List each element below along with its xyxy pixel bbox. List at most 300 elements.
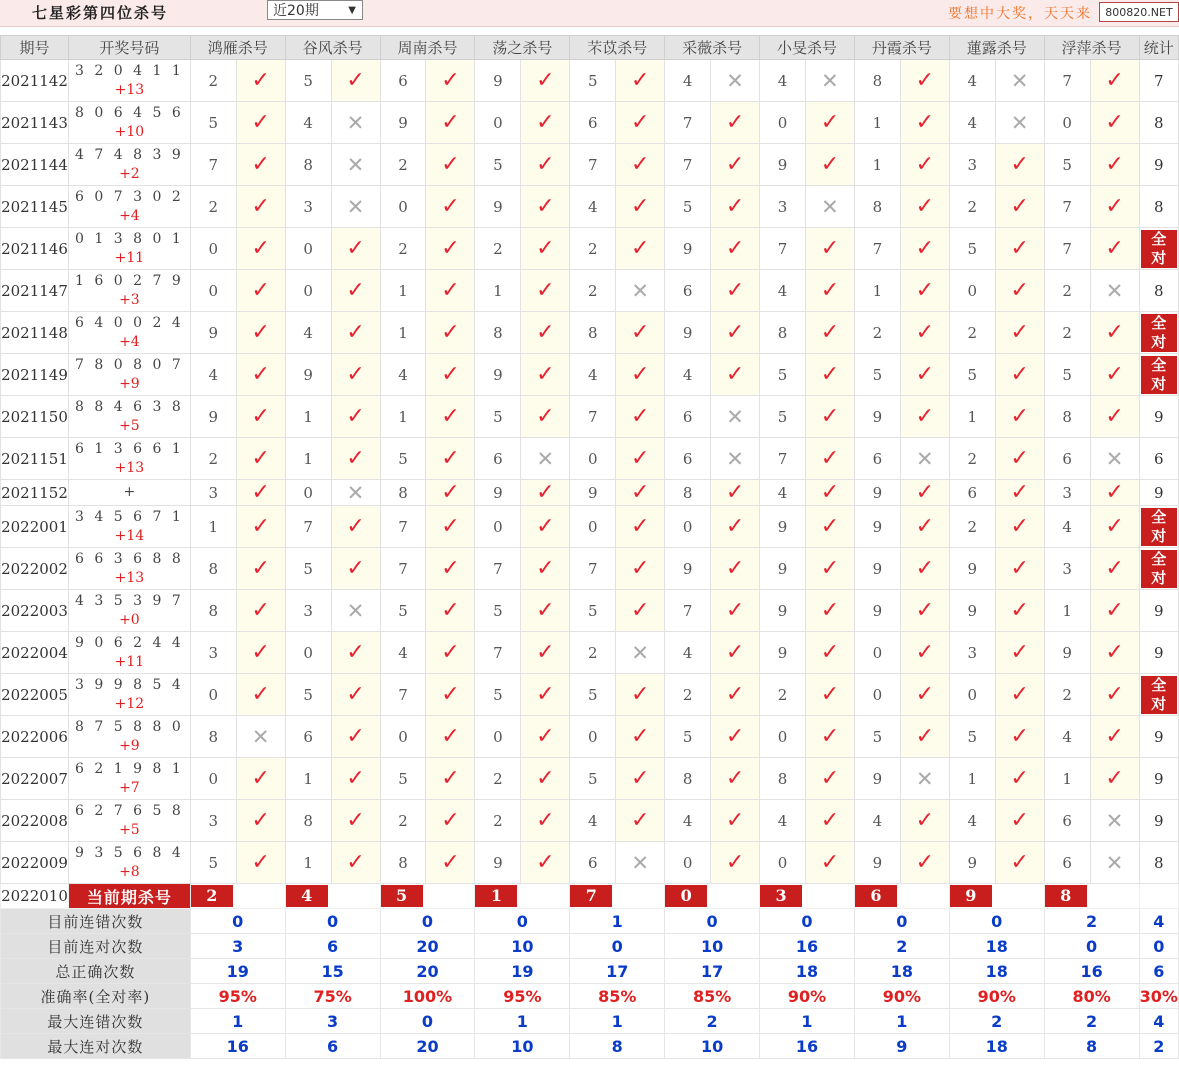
table-row [1,102,1179,144]
check-icon: ✓ [805,548,854,590]
check-icon: ✓ [616,60,665,102]
summary-value: 0 [190,909,285,934]
check-icon: ✓ [616,758,665,800]
check-icon: ✓ [521,228,570,270]
draw-sum: +12 [114,695,145,712]
top-bar [0,0,1179,27]
check-icon: ✓ [711,548,760,590]
check-icon: ✓ [236,800,285,842]
check-icon: ✓ [616,228,665,270]
stat-cell: 9 [1139,590,1178,632]
column-header: 期号 [1,36,69,60]
kill-number: 4 [949,800,995,842]
kill-number: 9 [475,480,521,506]
stat-cell: 9 [1139,758,1178,800]
check-icon: ✓ [900,228,949,270]
draw-numbers: 6 0 7 3 0 2 [75,188,184,205]
kill-number: 9 [190,396,236,438]
check-icon: ✓ [521,590,570,632]
table-row [1,396,1179,438]
kill-number: 5 [380,438,426,480]
kill-number: 9 [475,842,521,884]
kill-number: 2 [570,228,616,270]
summary-value: 80% [1044,984,1139,1009]
check-icon: ✓ [900,590,949,632]
kill-number: 4 [285,102,331,144]
check-icon: ✓ [900,144,949,186]
check-icon: ✓ [805,506,854,548]
kill-number: 1 [854,270,900,312]
kill-number: 1 [1044,758,1090,800]
check-icon: ✓ [521,674,570,716]
kill-number: 5 [190,842,236,884]
kill-number: 7 [760,228,806,270]
summary-value: 15 [285,959,380,984]
check-icon: ✓ [426,102,475,144]
summary-value: 1 [190,1009,285,1034]
summary-value: 95% [190,984,285,1009]
summary-value: 2 [1139,1034,1178,1059]
cross-icon: ✕ [900,438,949,480]
check-icon: ✓ [805,480,854,506]
kill-number: 7 [190,144,236,186]
kill-number: 7 [1044,228,1090,270]
kill-number: 7 [570,144,616,186]
slogan-text: 要想中大奖，天天来 [948,6,1092,22]
draw-sum: +8 [119,863,140,880]
kill-number: 7 [380,506,426,548]
kill-number: 8 [854,186,900,228]
stat-cell: 9 [1139,480,1178,506]
check-icon: ✓ [711,800,760,842]
summary-value: 8 [1044,1034,1139,1059]
summary-value: 10 [665,934,760,959]
check-icon: ✓ [1090,758,1139,800]
summary-value: 1 [570,909,665,934]
check-icon: ✓ [805,354,854,396]
summary-value: 16 [1044,959,1139,984]
kill-number: 0 [949,270,995,312]
check-icon: ✓ [900,354,949,396]
column-header: 统计 [1139,36,1178,60]
check-icon: ✓ [426,270,475,312]
table-row [1,60,1179,102]
kill-number: 7 [570,396,616,438]
column-header: 芣苡杀号 [570,36,665,60]
check-icon: ✓ [331,716,380,758]
kill-number: 5 [854,716,900,758]
kill-number: 9 [1044,632,1090,674]
cross-icon: ✕ [1090,270,1139,312]
kill-number: 1 [380,312,426,354]
draw-cell [68,480,190,506]
kill-number: 2 [1044,312,1090,354]
kill-number: 4 [760,480,806,506]
check-icon: ✓ [521,396,570,438]
draw-cell [68,144,190,186]
kill-number: 9 [380,102,426,144]
current-kill-cell [760,884,855,909]
kill-number: 9 [854,548,900,590]
kill-number: 9 [854,842,900,884]
draw-numbers: 6 2 1 9 8 1 [75,760,184,777]
check-icon: ✓ [426,354,475,396]
check-icon: ✓ [1090,186,1139,228]
summary-value: 3 [285,1009,380,1034]
current-kill-cell [949,884,1044,909]
kill-number: 4 [760,60,806,102]
summary-value: 95% [475,984,570,1009]
brand-link[interactable]: 800820.NET [1099,2,1179,22]
kill-number: 5 [949,354,995,396]
kill-number: 4 [854,800,900,842]
check-icon: ✓ [236,186,285,228]
summary-value: 6 [285,934,380,959]
stat-cell: 9 [1139,800,1178,842]
kill-number: 5 [380,590,426,632]
kill-number: 1 [854,102,900,144]
check-icon: ✓ [805,800,854,842]
check-icon: ✓ [805,228,854,270]
check-icon: ✓ [805,590,854,632]
kill-number: 5 [570,590,616,632]
check-icon: ✓ [616,396,665,438]
summary-value: 20 [380,934,475,959]
draw-numbers: 8 7 5 8 8 0 [75,718,184,735]
kill-number: 7 [380,674,426,716]
draw-sum: +7 [119,779,140,796]
summary-value: 18 [949,1034,1044,1059]
kill-number: 2 [665,674,711,716]
check-icon: ✓ [521,716,570,758]
summary-value: 17 [570,959,665,984]
summary-row [1,934,1179,959]
kill-number: 0 [1044,102,1090,144]
kill-number: 5 [1044,354,1090,396]
kill-number: 2 [949,186,995,228]
check-icon: ✓ [426,842,475,884]
stat-cell: 6 [1139,438,1178,480]
cross-icon: ✕ [805,60,854,102]
check-icon: ✓ [236,270,285,312]
kill-number: 3 [190,800,236,842]
kill-number: 7 [665,102,711,144]
cross-icon: ✕ [1090,800,1139,842]
issue-cell: 2022004 [1,632,69,674]
current-kill-number: 1 [475,885,517,907]
kill-number: 9 [854,506,900,548]
check-icon: ✓ [331,674,380,716]
check-icon: ✓ [236,396,285,438]
check-icon: ✓ [711,506,760,548]
table-row [1,590,1179,632]
kill-number: 0 [190,674,236,716]
kill-number: 9 [665,548,711,590]
current-kill-cell [380,884,475,909]
stat-cell: 8 [1139,186,1178,228]
check-icon: ✓ [1090,60,1139,102]
check-icon: ✓ [995,186,1044,228]
check-icon: ✓ [236,102,285,144]
current-issue-number: 2022010 [1,884,69,909]
check-icon: ✓ [616,548,665,590]
stat-cell: 9 [1139,716,1178,758]
check-icon: ✓ [331,758,380,800]
issue-cell: 2021148 [1,312,69,354]
current-kill-cell [190,884,285,909]
table-row [1,354,1179,396]
check-icon: ✓ [900,674,949,716]
current-stat-empty [1139,884,1178,909]
kill-number: 0 [665,842,711,884]
issue-cell: 2022006 [1,716,69,758]
summary-row [1,909,1179,934]
table-row [1,270,1179,312]
draw-cell [68,270,190,312]
current-kill-number: 7 [570,885,612,907]
check-icon: ✓ [995,842,1044,884]
check-icon: ✓ [331,632,380,674]
kill-number: 9 [570,480,616,506]
check-icon: ✓ [521,354,570,396]
cross-icon: ✕ [521,438,570,480]
kill-number: 2 [380,800,426,842]
draw-cell [68,60,190,102]
check-icon: ✓ [995,716,1044,758]
kill-number: 9 [760,506,806,548]
column-header: 开奖号码 [68,36,190,60]
check-icon: ✓ [900,480,949,506]
check-icon: ✓ [331,506,380,548]
check-icon: ✓ [995,590,1044,632]
check-icon: ✓ [236,632,285,674]
kill-number: 3 [949,144,995,186]
kill-number: 0 [190,270,236,312]
check-icon: ✓ [1090,396,1139,438]
check-icon: ✓ [711,228,760,270]
column-header: 采薇杀号 [665,36,760,60]
current-kill-cell [285,884,380,909]
kill-number: 1 [285,396,331,438]
check-icon: ✓ [711,590,760,632]
check-icon: ✓ [805,396,854,438]
check-icon: ✓ [805,438,854,480]
summary-value: 90% [949,984,1044,1009]
check-icon: ✓ [805,144,854,186]
full-correct-badge: 全 对 [1141,356,1177,394]
summary-value: 20 [380,1034,475,1059]
full-correct-badge: 全 对 [1141,508,1177,546]
period-select-value: 近20期 [273,3,319,19]
check-icon: ✓ [521,480,570,506]
draw-numbers: 8 0 6 4 5 6 [75,104,184,121]
check-icon: ✓ [426,590,475,632]
check-icon: ✓ [616,312,665,354]
check-icon: ✓ [900,396,949,438]
draw-numbers: 9 0 6 2 4 4 [75,634,184,651]
check-icon: ✓ [616,102,665,144]
kill-number: 5 [949,228,995,270]
draw-sum: +4 [119,333,140,350]
table-row [1,716,1179,758]
kill-number: 6 [1044,438,1090,480]
issue-cell: 2022005 [1,674,69,716]
check-icon: ✓ [236,506,285,548]
check-icon: ✓ [426,632,475,674]
cross-icon: ✕ [616,270,665,312]
kill-number: 9 [665,312,711,354]
summary-value: 100% [380,984,475,1009]
table-row [1,438,1179,480]
kill-number: 7 [475,548,521,590]
stat-cell [1139,548,1178,590]
check-icon: ✓ [236,312,285,354]
check-icon: ✓ [426,800,475,842]
kill-number: 0 [760,716,806,758]
summary-label: 最大连错次数 [1,1009,191,1034]
check-icon: ✓ [426,228,475,270]
summary-label: 目前连对次数 [1,934,191,959]
kill-number: 8 [380,842,426,884]
summary-row [1,959,1179,984]
check-icon: ✓ [711,102,760,144]
kill-number: 7 [380,548,426,590]
kill-number: 8 [285,800,331,842]
kill-number: 4 [380,354,426,396]
current-kill-number: 3 [760,885,802,907]
check-icon: ✓ [426,716,475,758]
check-icon: ✓ [995,354,1044,396]
check-icon: ✓ [711,480,760,506]
check-icon: ✓ [805,632,854,674]
check-icon: ✓ [805,102,854,144]
kill-number: 5 [475,674,521,716]
current-kill-cell [854,884,949,909]
draw-cell [68,758,190,800]
cross-icon: ✕ [711,396,760,438]
check-icon: ✓ [236,438,285,480]
kill-number: 4 [570,800,616,842]
check-icon: ✓ [995,548,1044,590]
check-icon: ✓ [331,842,380,884]
check-icon: ✓ [616,506,665,548]
kill-number: 2 [760,674,806,716]
draw-cell [68,716,190,758]
kill-number: 6 [1044,800,1090,842]
summary-value: 2 [665,1009,760,1034]
table-row [1,312,1179,354]
kill-number: 8 [665,480,711,506]
table-row [1,228,1179,270]
kill-number: 8 [1044,396,1090,438]
kill-number: 5 [665,186,711,228]
kill-number: 8 [570,312,616,354]
kill-number: 5 [570,758,616,800]
check-icon: ✓ [236,842,285,884]
issue-cell: 2021149 [1,354,69,396]
draw-sum: +10 [114,123,145,140]
check-icon: ✓ [900,632,949,674]
kill-number: 1 [380,270,426,312]
issue-cell: 2022007 [1,758,69,800]
issue-cell: 2022001 [1,506,69,548]
kill-number: 6 [1044,842,1090,884]
draw-cell [68,228,190,270]
kill-number: 4 [665,632,711,674]
current-kill-number: 0 [665,885,707,907]
current-kill-number: 2 [191,885,233,907]
cross-icon: ✕ [711,438,760,480]
current-kill-cell [665,884,760,909]
summary-value: 2 [949,1009,1044,1034]
kill-number: 3 [949,632,995,674]
summary-value: 10 [475,934,570,959]
issue-cell: 2022008 [1,800,69,842]
draw-sum: +13 [114,81,145,98]
check-icon: ✓ [521,186,570,228]
check-icon: ✓ [1090,102,1139,144]
kill-number: 3 [190,632,236,674]
kill-number: 5 [570,674,616,716]
kill-number: 9 [665,228,711,270]
summary-value: 0 [665,909,760,934]
summary-value: 9 [854,1034,949,1059]
kill-number: 1 [380,396,426,438]
summary-value: 2 [1044,1009,1139,1034]
cross-icon: ✕ [616,632,665,674]
kill-number: 3 [1044,548,1090,590]
summary-value: 18 [760,959,855,984]
draw-numbers: 6 4 0 0 2 4 [75,314,184,331]
kill-number: 5 [949,716,995,758]
issue-cell: 2021144 [1,144,69,186]
kill-number: 0 [854,674,900,716]
kill-number: 5 [475,396,521,438]
kill-number: 0 [380,716,426,758]
cross-icon: ✕ [331,186,380,228]
draw-sum: +5 [119,417,140,434]
full-correct-badge: 全 对 [1141,230,1177,268]
kill-number: 5 [665,716,711,758]
kill-number: 2 [190,438,236,480]
summary-value: 90% [760,984,855,1009]
summary-value: 10 [475,1034,570,1059]
check-icon: ✓ [521,102,570,144]
check-icon: ✓ [995,674,1044,716]
check-icon: ✓ [236,548,285,590]
kill-number: 6 [854,438,900,480]
summary-value: 0 [380,909,475,934]
cross-icon: ✕ [1090,842,1139,884]
summary-row [1,1009,1179,1034]
check-icon: ✓ [1090,228,1139,270]
kill-number: 2 [475,800,521,842]
cross-icon: ✕ [805,186,854,228]
stat-cell: 7 [1139,60,1178,102]
draw-sum: +14 [114,527,145,544]
check-icon: ✓ [805,842,854,884]
check-icon: ✓ [331,228,380,270]
check-icon: ✓ [805,716,854,758]
stat-cell [1139,506,1178,548]
kill-number: 2 [570,632,616,674]
period-select[interactable] [267,0,363,20]
kill-number-table [0,35,1179,1059]
summary-value: 0 [285,909,380,934]
draw-cell [68,674,190,716]
check-icon: ✓ [1090,354,1139,396]
kill-number: 5 [854,354,900,396]
